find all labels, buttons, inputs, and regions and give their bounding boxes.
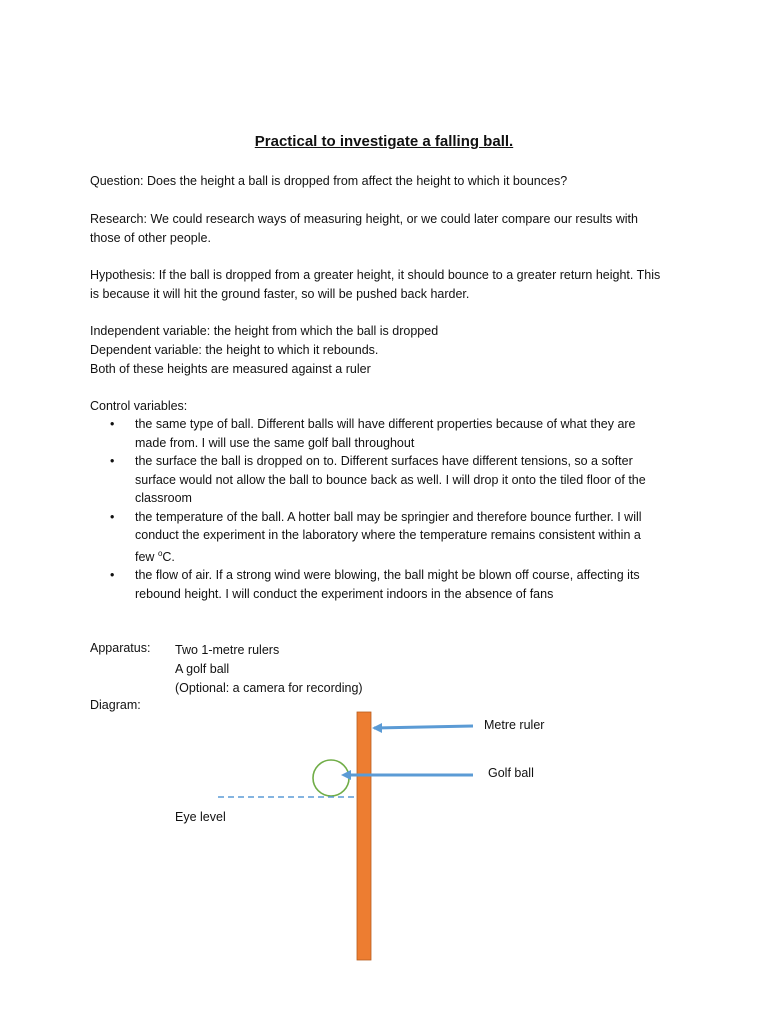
question-text: Question: Does the height a ball is dropped from affect the height to which it bounces? <box>90 174 568 188</box>
bullet: • <box>110 454 115 468</box>
bullet: • <box>110 417 115 431</box>
independent-variable: Independent variable: the height from which the ball is dropped <box>90 324 439 338</box>
golf-ball-shape <box>313 760 349 796</box>
metre-ruler-shape <box>357 712 371 960</box>
ball-arrow-head <box>341 770 351 780</box>
golf-ball-label: Golf ball <box>488 766 534 780</box>
list-item-line: conduct the experiment in the laboratory where the temperature remains consistent within a <box>135 528 641 542</box>
diagram-label: Diagram: <box>90 698 141 712</box>
apparatus-item: A golf ball <box>175 662 230 676</box>
measurement-note: Both of these heights are measured against a ruler <box>90 362 371 376</box>
hypothesis-line: Hypothesis: If the ball is dropped from a greater height, it should bounce to a greater return height. This <box>90 268 661 282</box>
list-item-line: classroom <box>135 491 192 505</box>
control-heading-text: Control variables: <box>90 399 188 413</box>
eye-level-label: Eye level <box>175 810 226 824</box>
ruler-arrow <box>374 726 473 728</box>
research-line: Research: We could research ways of measuring height, or we could later compare our results with <box>90 212 638 226</box>
dependent-variable: Dependent variable: the height to which it rebounds. <box>90 343 379 357</box>
metre-ruler-label: Metre ruler <box>484 718 545 732</box>
list-item-line: the same type of ball. Different balls will have different properties because of what they are <box>135 417 636 431</box>
research-line: those of other people. <box>90 231 211 245</box>
list-item-line: surface would not allow the ball to bounce back as well. I will drop it onto the tiled floor of the <box>135 472 646 487</box>
list-item-line: the temperature of the ball. A hotter ball may be springier and therefore bounce further. I will <box>135 509 642 524</box>
temp-suffix: C. <box>162 549 175 564</box>
ruler-arrow-head <box>372 723 382 733</box>
list-item-line: the surface the ball is dropped on to. Different surfaces have different tensions, so a softer <box>135 454 633 468</box>
apparatus-label: Apparatus: <box>90 641 151 655</box>
temp-prefix: few <box>135 549 158 564</box>
apparatus-item: Two 1-metre rulers <box>175 643 280 657</box>
bullet: • <box>110 568 115 583</box>
apparatus-item: (Optional: a camera for recording) <box>175 681 363 695</box>
hypothesis-line: is because it will hit the ground faster, so will be pushed back harder. <box>90 287 470 301</box>
bullet: • <box>110 509 115 524</box>
degree-sup: o <box>157 548 163 558</box>
list-item-line: the flow of air. If a strong wind were blowing, the ball might be blown off course, affecting its <box>135 568 640 583</box>
list-item-line: made from. I will use the same golf ball throughout <box>135 435 415 450</box>
document-title: Practical to investigate a falling ball. <box>254 133 514 150</box>
list-item-line: rebound height. I will conduct the experiment indoors in the absence of fans <box>135 586 554 601</box>
